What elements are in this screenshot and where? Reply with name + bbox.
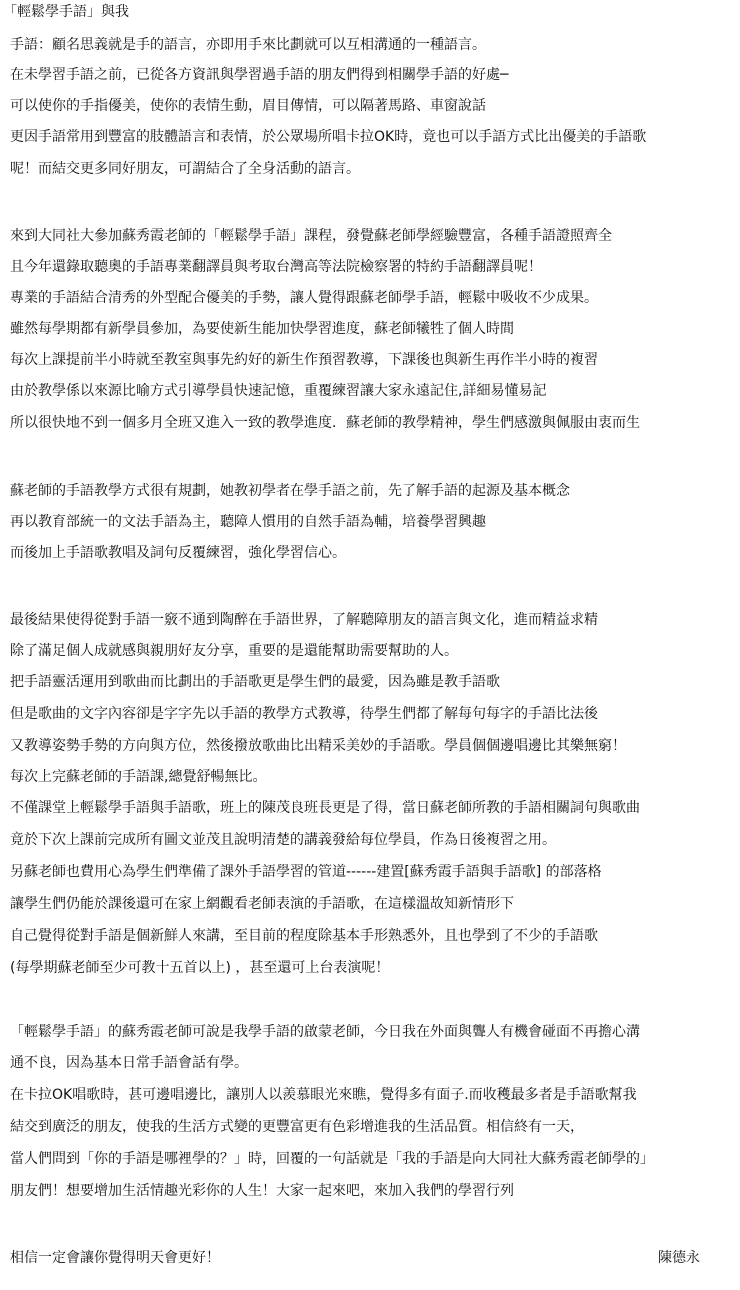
text-line: 而後加上手語歌教唱及詞句反覆練習，強化學習信心。 bbox=[10, 545, 346, 561]
closing-line: 相信一定會讓你覺得明天會更好！ bbox=[10, 1250, 220, 1266]
text-line: 且今年還錄取聽奧的手語專業翻譯員與考取台灣高等法院檢察署的特約手語翻譯員呢！ bbox=[10, 259, 542, 275]
text-line: 在卡拉OK唱歌時，甚可邊唱邊比，讓別人以羨慕眼光來瞧，覺得多有面子.而收穫最多者是手語歌幫我 bbox=[10, 1087, 637, 1103]
text-line: 每次上課提前半小時就至教室與事先約好的新生作預習教導，下課後也與新生再作半小時的複習 bbox=[10, 352, 598, 368]
document-title: 「輕鬆學手語」與我 bbox=[3, 4, 129, 20]
text-line: 除了滿足個人成就感與親朋好友分享，重要的是還能幫助需要幫助的人。 bbox=[10, 643, 458, 659]
text-line: 每次上完蘇老師的手語課,總覺舒暢無比。 bbox=[10, 769, 267, 785]
text-line: 「輕鬆學手語」的蘇秀霞老師可說是我學手語的啟蒙老師，今日我在外面與聾人有機會碰面不再擔心溝 bbox=[10, 1024, 640, 1040]
text-line: (每學期蘇老師至少可教十五首以上) ，甚至還可上台表演呢！ bbox=[10, 960, 390, 976]
text-line: 再以教育部統一的文法手語為主，聽障人慣用的自然手語為輔，培養學習興趣 bbox=[10, 514, 486, 530]
text-line: 蘇老師的手語教學方式很有規劃，她教初學者在學手語之前，先了解手語的起源及基本概念 bbox=[10, 483, 570, 499]
text-line: 又教導姿勢手勢的方向與方位，然後撥放歌曲比出精采美妙的手語歌。學員個個邊唱邊比其樂無窮！ bbox=[10, 738, 626, 754]
text-line: 在未學習手語之前，已從各方資訊與學習過手語的朋友們得到相關學手語的好處─ bbox=[10, 67, 509, 83]
text-line: 朋友們！想要增加生活情趣光彩你的人生！大家一起來吧，來加入我們的學習行列 bbox=[10, 1183, 514, 1199]
text-line: 不僅課堂上輕鬆學手語與手語歌，班上的陳茂良班長更是了得，當日蘇老師所教的手語相關詞句與歌曲 bbox=[10, 800, 640, 816]
text-line: 把手語靈活運用到歌曲而比劃出的手語歌更是學生們的最愛，因為雖是教手語歌 bbox=[10, 674, 500, 690]
text-line: 由於教學係以來源比喻方式引導學員快速記憶，重覆練習讓大家永遠記住,詳細易懂易記 bbox=[10, 383, 547, 399]
text-line: 雖然每學期都有新學員參加，為要使新生能加快學習進度，蘇老師犧牲了個人時間 bbox=[10, 321, 514, 337]
text-line: 手語：顧名思義就是手的語言，亦即用手來比劃就可以互相溝通的一種語言。 bbox=[10, 37, 486, 53]
text-line: 自己覺得從對手語是個新鮮人來講，至目前的程度除基本手形熟悉外，且也學到了不少的手語歌 bbox=[10, 928, 598, 944]
text-line: 結交到廣泛的朋友，使我的生活方式變的更豐富更有色彩增進我的生活品質。相信終有一天， bbox=[10, 1119, 584, 1135]
text-line: 來到大同社大參加蘇秀霞老師的「輕鬆學手語」課程，發覺蘇老師學經驗豐富，各種手語證照齊全 bbox=[10, 228, 612, 244]
text-line: 讓學生們仍能於課後還可在家上網觀看老師表演的手語歌，在這樣溫故知新情形下 bbox=[10, 896, 514, 912]
text-line: 最後結果使得從對手語一竅不通到陶醉在手語世界，了解聽障朋友的語言與文化，進而精益求精 bbox=[10, 612, 598, 628]
text-line: 專業的手語結合清秀的外型配合優美的手勢，讓人覺得跟蘇老師學手語，輕鬆中吸收不少成果。 bbox=[10, 290, 598, 306]
text-line: 呢！而結交更多同好朋友，可謂結合了全身活動的語言。 bbox=[10, 161, 360, 177]
text-line: 可以使你的手指優美，使你的表情生動，眉目傳情，可以隔著馬路、車窗說話 bbox=[10, 98, 486, 114]
text-line: 竟於下次上課前完成所有圖文並茂且說明清楚的講義發給每位學員，作為日後複習之用。 bbox=[10, 832, 556, 848]
text-line: 更因手語常用到豐富的肢體語言和表情，於公眾場所唱卡拉OK時，竟也可以手語方式比出優美的手語歌 bbox=[10, 129, 647, 145]
text-line: 另蘇老師也費用心為學生們準備了課外手語學習的管道------建置[蘇秀霞手語與手語歌] 的部落格 bbox=[10, 864, 602, 880]
text-line: 但是歌曲的文字內容卻是字字先以手語的教學方式教導，待學生們都了解每句每字的手語比法後 bbox=[10, 706, 598, 722]
author-signature: 陳德永 bbox=[658, 1250, 700, 1266]
text-line: 通不良，因為基本日常手語會話有學。 bbox=[10, 1055, 248, 1071]
text-line: 所以很快地不到一個多月全班又進入一致的教學進度．蘇老師的教學精神，學生們感激與佩服由衷而生 bbox=[10, 415, 640, 431]
text-line: 當人們問到「你的手語是哪裡學的？」時，回覆的一句話就是「我的手語是向大同社大蘇秀霞老師學的」 bbox=[10, 1151, 654, 1167]
